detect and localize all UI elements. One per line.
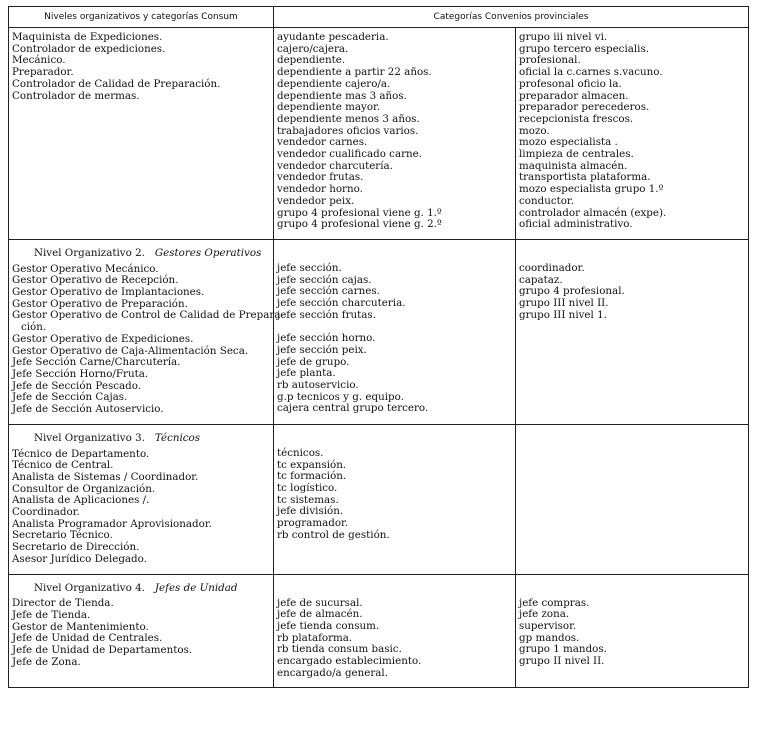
- section-cell-col1: [9, 239, 284, 424]
- category-entry: grupo 4 profesional viene g. 1.º: [277, 206, 442, 219]
- category-entry: Jefe de Unidad de Centrales.: [12, 632, 163, 645]
- category-entry: profesonal oficio la.: [519, 77, 622, 90]
- category-entry: Secretario Técnico.: [12, 529, 113, 542]
- category-entry: ción.: [21, 321, 47, 334]
- category-entry: oficial la c.carnes s.vacuno.: [519, 66, 663, 79]
- category-entry: jefe de sucursal.: [277, 596, 363, 609]
- category-entry: transportista plataforma.: [519, 171, 651, 184]
- category-entry: grupo 4 profesional.: [519, 285, 625, 298]
- section-cell-col2: [274, 574, 516, 688]
- category-entry: vendedor frutas.: [277, 171, 364, 184]
- category-entry: grupo III nivel 1.: [519, 308, 607, 321]
- table-header-row: [9, 7, 749, 28]
- category-entry: Jefe de Zona.: [12, 655, 81, 668]
- section-cell-col3: [516, 424, 749, 574]
- category-entry: vendedor horno.: [277, 183, 363, 196]
- section-row: [9, 574, 749, 688]
- section-cell-col3: [516, 574, 749, 688]
- section-cell-col1: [9, 424, 274, 574]
- category-entry: jefe sección carnes.: [277, 285, 380, 298]
- category-entry: jefe zona.: [519, 608, 570, 621]
- category-entry: Gestor Operativo de Implantaciones.: [12, 286, 205, 299]
- category-entry: Secretario de Dirección.: [12, 541, 140, 554]
- category-entry: Jefe de Sección Pescado.: [12, 379, 142, 392]
- category-entry: técnicos.: [277, 446, 324, 459]
- category-entry: jefe división.: [277, 505, 344, 518]
- category-entry: vendedor carnes.: [277, 136, 368, 149]
- section-cell-col1: [9, 28, 274, 240]
- level-heading: [34, 433, 270, 445]
- category-entry: rb autoservicio.: [277, 378, 359, 391]
- header-provincial-categories: Categorías Convenios provinciales: [274, 7, 749, 28]
- category-entry: maquinista almacén.: [519, 159, 628, 172]
- category-entry: recepcionista frescos.: [519, 112, 634, 125]
- category-entry: dependiente a partir 22 años.: [277, 66, 432, 79]
- category-entry: tc sistemas.: [277, 493, 339, 506]
- category-entry: Analista Programador Aprovisionador.: [12, 517, 212, 530]
- category-entry: jefe planta.: [277, 367, 336, 380]
- level-number: Nivel Organizativo 2.: [34, 246, 145, 259]
- category-entry: jefe de grupo.: [277, 355, 350, 368]
- category-entry: jefe sección peix.: [277, 343, 367, 356]
- category-table: [8, 6, 749, 688]
- level-heading: [34, 248, 270, 260]
- category-entry: Gestor de Mantenimiento.: [12, 620, 149, 633]
- category-entry: tc formación.: [277, 470, 347, 483]
- category-entry: Controlador de mermas.: [12, 89, 140, 102]
- category-entry: Mecánico.: [12, 54, 66, 67]
- category-entry: rb tienda consum basic.: [277, 643, 402, 656]
- category-entry: g.p tecnicos y g. equipo.: [277, 390, 404, 403]
- category-entry: programador.: [277, 517, 349, 530]
- category-entry: dependiente cajero/a.: [277, 77, 391, 90]
- category-entry: preparador almacen.: [519, 89, 629, 102]
- category-entry: dependiente menos 3 años.: [277, 112, 420, 125]
- category-entry: Coordinador.: [12, 506, 80, 519]
- category-entry: trabajadores oficios varios.: [277, 124, 419, 137]
- category-entry: grupo 1 mandos.: [519, 643, 607, 656]
- header-consum-levels: Niveles organizativos y categorías Consum: [9, 7, 274, 28]
- category-entry: conductor.: [519, 194, 574, 207]
- category-entry: jefe de almacén.: [277, 608, 363, 621]
- category-entry: encargado/a general.: [277, 666, 388, 679]
- category-entry: Gestor Operativo de Preparación.: [12, 297, 188, 310]
- category-entry: Director de Tienda.: [12, 597, 114, 610]
- category-entry: grupo iii nivel vi.: [519, 31, 608, 43]
- category-entry: Gestor Operativo de Caja-Alimentación Seca.: [12, 344, 249, 357]
- document-page: [8, 6, 748, 688]
- category-entry: dependiente mayor.: [277, 101, 381, 114]
- category-entry: Jefe de Sección Cajas.: [12, 391, 128, 404]
- section-cell-col3: [516, 239, 749, 424]
- category-entry: limpieza de centrales.: [519, 148, 634, 161]
- category-entry: rb plataforma.: [277, 631, 353, 644]
- category-entry: Jefe Sección Carne/Charcutería.: [12, 356, 181, 369]
- category-entry: Técnico de Departamento.: [12, 447, 150, 460]
- category-entry: jefe sección charcuteria.: [277, 297, 406, 310]
- section-row: [9, 28, 749, 240]
- section-cell-col2: [274, 239, 516, 424]
- section-row: [9, 239, 749, 424]
- category-entry: Gestor Operativo de Control de Calidad de Prepara-: [12, 309, 284, 322]
- category-entry: Gestor Operativo Mecánico.: [12, 262, 159, 275]
- category-entry: grupo II nivel II.: [519, 655, 605, 668]
- category-entry: Gestor Operativo de Expediciones.: [12, 332, 194, 345]
- category-entry: Jefe de Unidad de Departamentos.: [12, 644, 193, 657]
- category-entry: oficial administrativo.: [519, 218, 633, 231]
- level-name: Técnicos: [154, 431, 201, 444]
- category-entry: Analista de Sistemas / Coordinador.: [12, 470, 199, 483]
- level-number: Nivel Organizativo 3.: [34, 431, 145, 444]
- category-entry: profesional.: [519, 54, 581, 67]
- category-entry: vendedor peix.: [277, 194, 355, 207]
- level-number: Nivel Organizativo 4.: [34, 581, 145, 594]
- category-entry: Controlador de expediciones.: [12, 42, 166, 55]
- section-cell-col2: [274, 424, 516, 574]
- category-entry: cajera central grupo tercero.: [277, 402, 429, 415]
- category-entry: grupo tercero especialis.: [519, 42, 650, 55]
- category-entry: Controlador de Calidad de Preparación.: [12, 77, 221, 90]
- level-name: Jefes de Unidad: [154, 581, 238, 594]
- category-entry: rb control de gestión.: [277, 528, 390, 541]
- category-entry: Preparador.: [12, 66, 74, 79]
- category-entry: vendedor charcutería.: [277, 159, 393, 172]
- category-entry: vendedor cualificado carne.: [277, 148, 423, 161]
- category-entry: Analista de Aplicaciones /.: [12, 494, 150, 507]
- category-entry: preparador perecederos.: [519, 101, 650, 114]
- category-entry: jefe sección.: [277, 261, 342, 274]
- category-entry: ayudante pescaderia.: [277, 31, 389, 43]
- level-heading: [34, 583, 270, 595]
- category-entry: coordinador.: [519, 261, 585, 274]
- category-entry: grupo 4 profesional viene g. 2.º: [277, 218, 442, 231]
- category-entry: encargado establecimiento.: [277, 655, 422, 668]
- category-entry: jefe tienda consum.: [277, 619, 380, 632]
- category-entry: Técnico de Central.: [12, 459, 114, 472]
- category-entry: Jefe de Sección Autoservicio.: [12, 403, 164, 416]
- category-entry: Asesor Jurídico Delegado.: [12, 552, 147, 565]
- category-entry: tc expansión.: [277, 458, 347, 471]
- section-cell-col1: [9, 574, 274, 688]
- category-entry: mozo especialista .: [519, 136, 618, 149]
- category-entry: controlador almacén (expe).: [519, 206, 667, 219]
- section-row: [9, 424, 749, 574]
- category-entry: dependiente.: [277, 54, 346, 67]
- section-cell-col2: [274, 28, 516, 240]
- category-entry: Jefe Sección Horno/Fruta.: [12, 367, 149, 380]
- category-entry: Gestor Operativo de Recepción.: [12, 274, 179, 287]
- category-entry: cajero/cajera.: [277, 42, 349, 55]
- category-entry: jefe sección frutas.: [277, 308, 376, 321]
- category-entry: grupo III nivel II.: [519, 297, 609, 310]
- category-entry: supervisor.: [519, 619, 577, 632]
- category-entry: mozo.: [519, 124, 550, 137]
- category-entry: jefe sección horno.: [277, 332, 376, 345]
- category-entry: gp mandos.: [519, 631, 580, 644]
- category-entry: jefe sección cajas.: [277, 273, 372, 286]
- section-cell-col3: [516, 28, 749, 240]
- category-entry: Consultor de Organización.: [12, 482, 156, 495]
- category-entry: mozo especialista grupo 1.º: [519, 183, 664, 196]
- category-entry: capataz.: [519, 273, 563, 286]
- category-entry: tc logístico.: [277, 481, 338, 494]
- category-entry: Jefe de Tienda.: [12, 608, 91, 621]
- category-entry: Maquinista de Expediciones.: [12, 31, 163, 43]
- category-entry: dependiente mas 3 años.: [277, 89, 407, 102]
- category-entry: jefe compras.: [519, 596, 590, 609]
- level-name: Gestores Operativos: [154, 246, 262, 259]
